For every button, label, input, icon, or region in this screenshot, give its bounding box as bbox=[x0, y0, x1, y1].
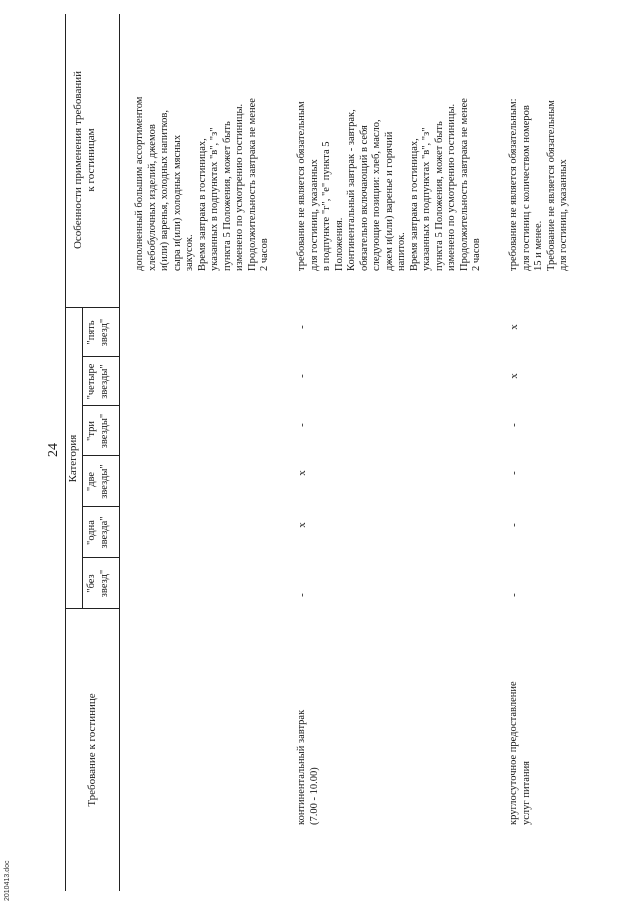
category-divider bbox=[82, 308, 83, 609]
row-2-mark-two-stars: - bbox=[508, 471, 520, 475]
row-2-mark-four-stars: х bbox=[508, 373, 520, 379]
row-1-requirement: континентальный завтрак (7.00 - 10.00) bbox=[296, 709, 320, 825]
row-1-features: требование не является обязательным для гостиниц, указанных в подпункте "г", "е" пункта 5 Положения. Континентальный завтрак - завтрак, обязательно включающий в себя следующие позиции: хлеб, масло, джем и(или) варенье и горячий напиток. Время завтрака в гостиницах, указанных в подпунктах "в", "з" пункта 5 Положения, может быть изменено по усмотрению гостиницы. Продолжительность завтрака не менее 2 часов bbox=[296, 98, 482, 271]
header-requirement: Требование к гостинице bbox=[86, 693, 98, 807]
header-bottom-border bbox=[119, 14, 120, 891]
row-2-mark-five-stars: х bbox=[508, 324, 520, 330]
row-1-mark-four-stars: - bbox=[296, 374, 308, 378]
row-0-features: дополненный большим ассортиментом хлебобулочных изделий, джемов и(или) варенья, холодных напитков, сыра и(или) холодных мясных закусок. Время завтрака в гостиницах, указанных в подпунктах "в", "з" пункта 5 Положения, может быть изменено по усмотрению гостиницы. Продолжительность завтрака не менее 2 часов bbox=[134, 96, 270, 271]
category-one-star: "одна звезда" bbox=[86, 516, 110, 549]
row-2-mark-one-star: - bbox=[508, 523, 520, 527]
row-1-mark-five-stars: - bbox=[296, 325, 308, 329]
category-five-stars: "пять звезд" bbox=[86, 318, 110, 347]
row-1-mark-no-stars: - bbox=[296, 593, 308, 597]
row-2-mark-three-stars: - bbox=[508, 423, 520, 427]
footer-filename: 2010413.doc bbox=[4, 860, 11, 901]
category-four-stars: "четыре звезды" bbox=[86, 363, 110, 400]
category-two-stars: "две звезды" bbox=[86, 464, 110, 499]
page-number: 24 bbox=[46, 443, 61, 457]
category-no-stars: "без звезд" bbox=[86, 569, 110, 598]
header-category: Категория bbox=[67, 434, 79, 483]
row-2-mark-no-stars: - bbox=[508, 593, 520, 597]
category-three-stars: "три звезды" bbox=[86, 413, 110, 449]
header-features: Особенности применения требований к гостиницам bbox=[72, 71, 97, 250]
row-1-mark-one-star: х bbox=[296, 522, 308, 528]
table-top-border bbox=[65, 14, 66, 891]
row-1-mark-three-stars: - bbox=[296, 423, 308, 427]
row-1-mark-two-stars: х bbox=[296, 470, 308, 476]
row-2-requirement: круглосуточное предоставление услуг питания bbox=[508, 681, 532, 825]
row-2-features: требование не является обязательным: для гостиниц с количеством номеров 15 и менее. Требование не является обязательным для гостиниц, указанных bbox=[508, 98, 569, 271]
